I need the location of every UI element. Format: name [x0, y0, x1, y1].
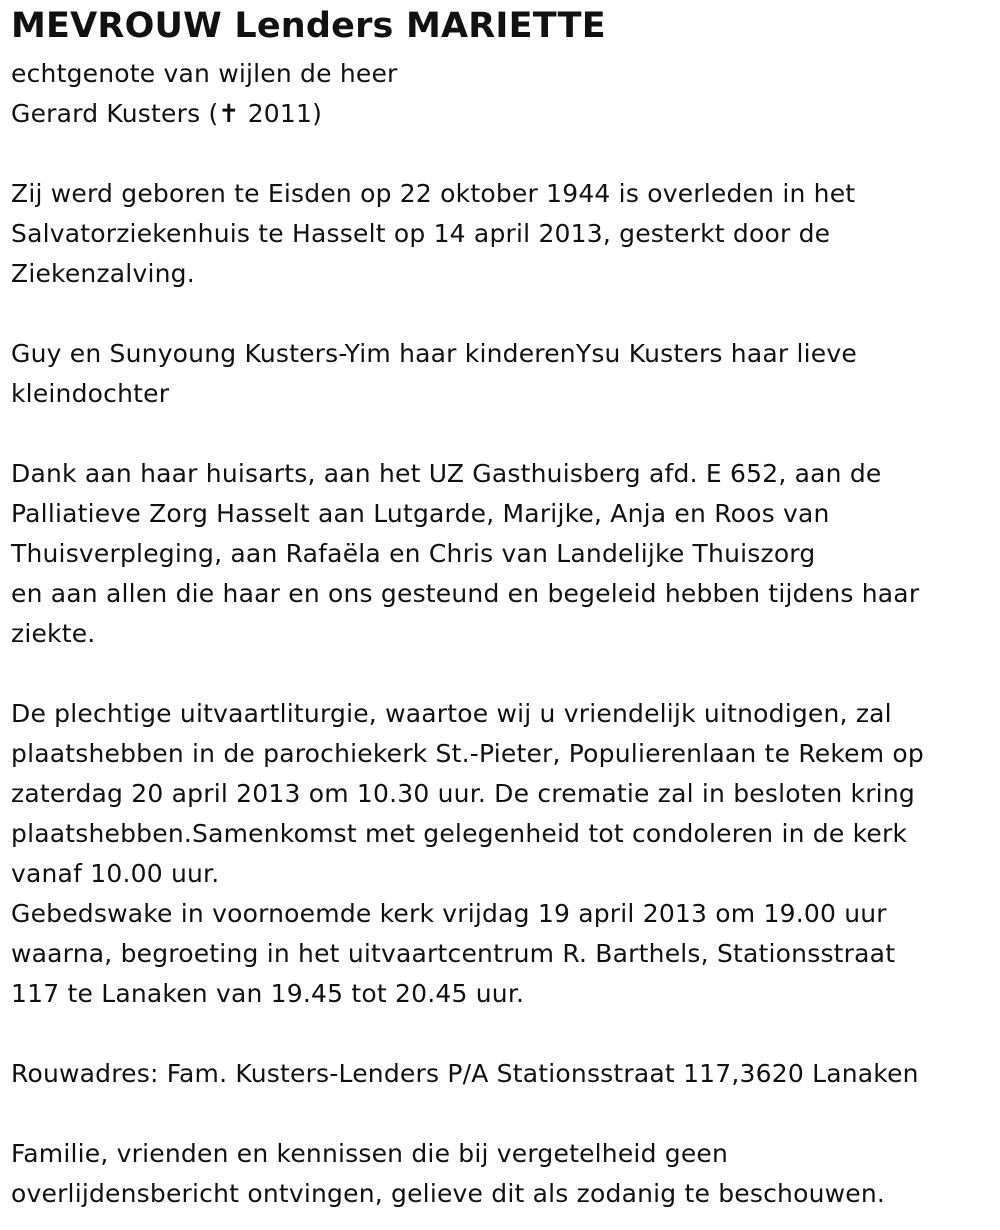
birth-death-paragraph — [11, 174, 991, 294]
closing-paragraph — [11, 1134, 991, 1214]
text-line: kleindochter — [11, 379, 170, 408]
text-line: Dank aan haar huisarts, aan het UZ Gasthuisberg afd. E 652, aan de — [11, 459, 882, 488]
mourning-address-line: Rouwadres: Fam. Kusters-Lenders P/A Stationsstraat 117,3620 Lanaken — [11, 1059, 919, 1088]
text-line: overlijdensbericht ontvingen, gelieve dit als zodanig te beschouwen. — [11, 1179, 886, 1208]
text-line: vanaf 10.00 uur. — [11, 859, 220, 888]
obituary-notice — [11, 0, 991, 1214]
text-line: en aan allen die haar en ons gesteund en begeleid hebben tijdens haar — [11, 579, 920, 608]
text-line: Ziekenzalving. — [11, 259, 195, 288]
text-line: plaatshebben in de parochiekerk St.-Pieter, Populierenlaan te Rekem op — [11, 739, 924, 768]
text-line: waarna, begroeting in het uitvaartcentrum R. Barthels, Stationsstraat — [11, 939, 896, 968]
text-line: ziekte. — [11, 619, 96, 648]
paragraph-spacer — [11, 1094, 991, 1134]
text-line: Guy en Sunyoung Kusters-Yim haar kinderenYsu Kusters haar lieve — [11, 339, 857, 368]
deceased-name-title: MEVROUW Lenders MARIETTE — [11, 6, 606, 46]
funeral-paragraph — [11, 694, 991, 1014]
text-line: Palliatieve Zorg Hasselt aan Lutgarde, Marijke, Anja en Roos van — [11, 499, 830, 528]
spouse-line: echtgenote van wijlen de heer — [11, 59, 398, 88]
paragraph-spacer — [11, 414, 991, 454]
paragraph-spacer — [11, 1014, 991, 1054]
text-line: De plechtige uitvaartliturgie, waartoe wij u vriendelijk uitnodigen, zal — [11, 699, 892, 728]
family-paragraph — [11, 334, 991, 414]
text-line: Familie, vrienden en kennissen die bij vergetelheid geen — [11, 1139, 729, 1168]
text-line: Thuisverpleging, aan Rafaëla en Chris van Landelijke Thuiszorg — [11, 539, 816, 568]
spouse-name-line: Gerard Kusters (✝ 2011) — [11, 99, 323, 128]
text-line: Gebedswake in voornoemde kerk vrijdag 19 april 2013 om 19.00 uur — [11, 899, 887, 928]
text-line: 117 te Lanaken van 19.45 tot 20.45 uur. — [11, 979, 525, 1008]
text-line: Zij werd geboren te Eisden op 22 oktober 1944 is overleden in het — [11, 179, 856, 208]
thanks-paragraph — [11, 454, 991, 654]
paragraph-spacer — [11, 654, 991, 694]
paragraph-spacer — [11, 134, 991, 174]
paragraph-spacer — [11, 294, 991, 334]
text-line: zaterdag 20 april 2013 om 10.30 uur. De crematie zal in besloten kring — [11, 779, 915, 808]
text-line: plaatshebben.Samenkomst met gelegenheid tot condoleren in de kerk — [11, 819, 908, 848]
notice-body — [11, 54, 991, 1214]
text-line: Salvatorziekenhuis te Hasselt op 14 april 2013, gesterkt door de — [11, 219, 831, 248]
